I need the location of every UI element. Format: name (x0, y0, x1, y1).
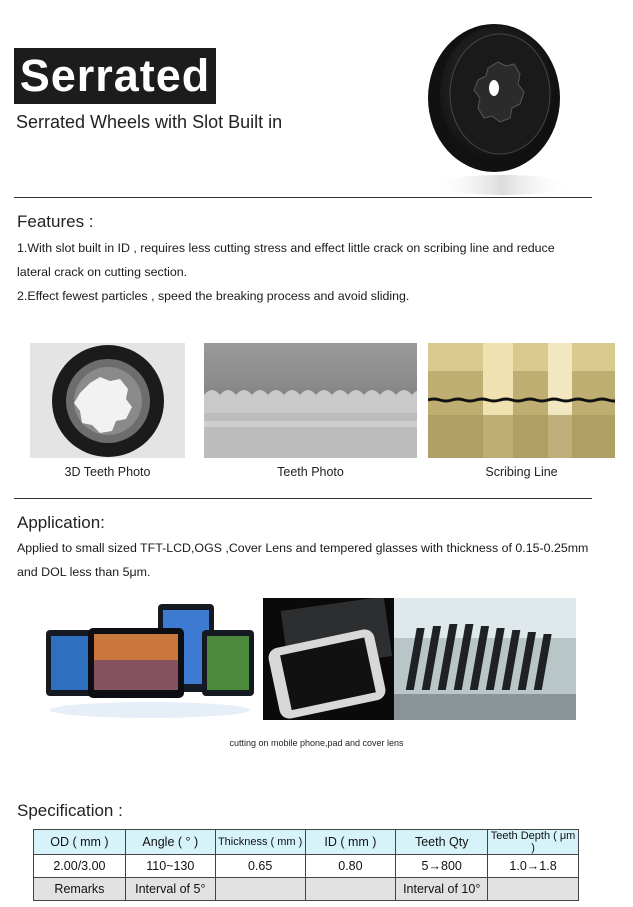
cell-id: 0.80 (305, 855, 396, 878)
header-id: ID ( mm ) (305, 830, 396, 855)
cover-lens-phone-image (263, 598, 394, 720)
cell-teeth-depth-remark (488, 878, 579, 901)
features-line-1: 1.With slot built in ID , requires less cutting stress and effect little crack on scribing line and reduce (17, 241, 555, 255)
cell-thickness-remark (215, 878, 305, 901)
page-title: Serrated (14, 48, 216, 104)
header-thickness: Thickness ( mm ) (215, 830, 305, 855)
application-caption: cutting on mobile phone,pad and cover lens (229, 738, 404, 748)
cell-teeth-qty-remark: Interval of 10° (396, 878, 488, 901)
teeth-photo (204, 343, 417, 458)
cell-remarks-label: Remarks (34, 878, 126, 901)
serrated-wheel-product-image (420, 10, 570, 200)
cell-thickness: 0.65 (215, 855, 305, 878)
features-line-2: lateral crack on cutting section. (17, 265, 188, 279)
glass-panels-image (394, 598, 576, 720)
header-teeth-depth: Teeth Depth ( μm ) (488, 830, 579, 855)
cell-teeth-depth: 1.0→1.8 (488, 855, 579, 878)
cell-teeth-qty: 5→800 (396, 855, 488, 878)
cell-id-remark (305, 878, 396, 901)
caption-teeth-photo: Teeth Photo (277, 465, 344, 479)
header-od: OD ( mm ) (34, 830, 126, 855)
application-line-1: Applied to small sized TFT-LCD,OGS ,Cover Lens and tempered glasses with thickness of 0.15-0.25mm (17, 541, 589, 555)
application-line-2: and DOL less than 5μm. (17, 565, 151, 579)
3d-teeth-photo (30, 343, 185, 458)
divider (14, 197, 592, 198)
table-row (34, 855, 579, 878)
caption-scribing-line: Scribing Line (485, 465, 558, 479)
features-heading: Features : (17, 212, 94, 231)
table-header-row (34, 830, 579, 855)
application-heading: Application: (17, 513, 105, 532)
specification-table (33, 829, 579, 901)
table-row-remarks (34, 878, 579, 901)
cell-od: 2.00/3.00 (34, 855, 126, 878)
specification-heading: Specification : (17, 801, 123, 820)
header-teeth-qty: Teeth Qty (396, 830, 488, 855)
cell-angle: 110~130 (125, 855, 215, 878)
page-subtitle: Serrated Wheels with Slot Built in (16, 112, 283, 132)
caption-3d-teeth-photo: 3D Teeth Photo (64, 465, 151, 479)
scribing-line-photo (428, 343, 615, 458)
divider (14, 498, 592, 499)
cell-angle-remark: Interval of 5° (125, 878, 215, 901)
tablet-devices-image (42, 598, 258, 720)
header-angle: Angle ( ° ) (125, 830, 215, 855)
features-line-3: 2.Effect fewest particles , speed the breaking process and avoid sliding. (17, 289, 410, 303)
